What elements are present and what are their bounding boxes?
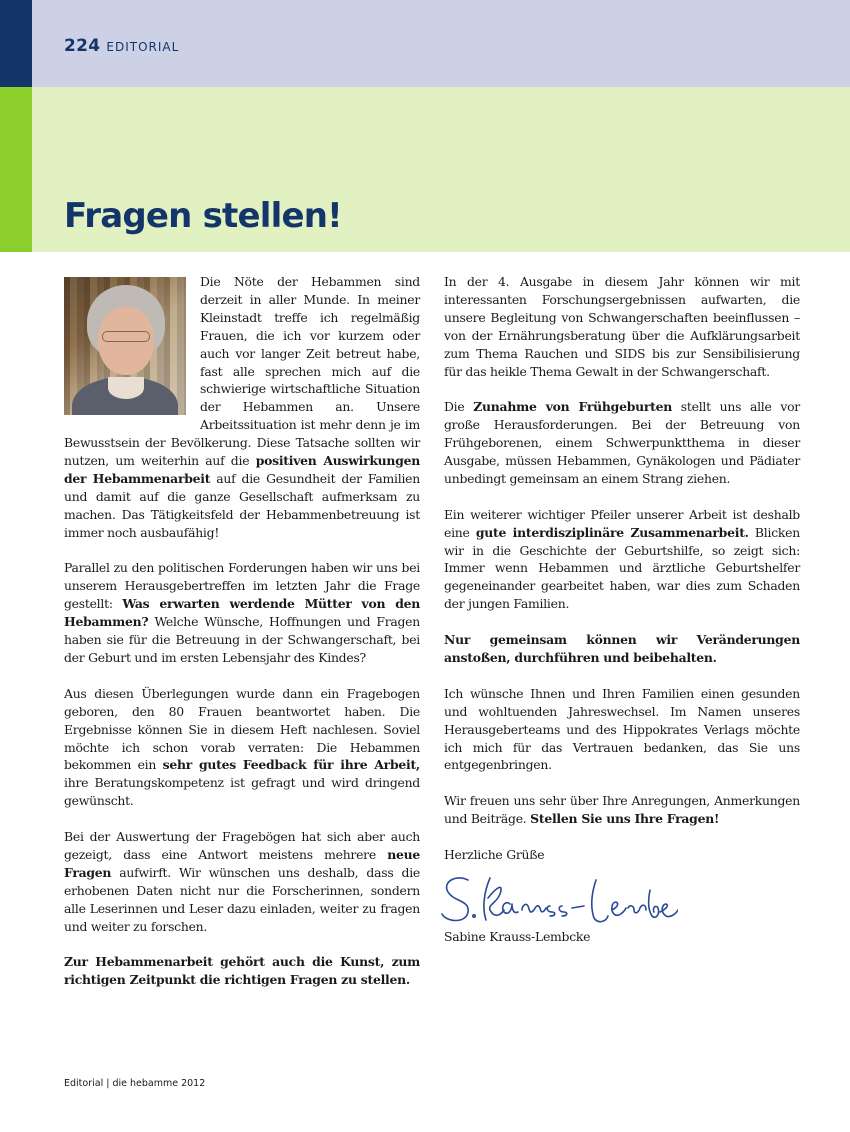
paragraph xyxy=(444,506,800,613)
emphasis: neue Fragen xyxy=(64,846,420,880)
emphasis: gute interdisziplinäre Zusammenarbeit. xyxy=(475,524,749,540)
text: Ein weiterer wichtiger Pfeiler unserer Arbeit ist deshalb eine xyxy=(444,506,800,540)
text: Parallel zu den politischen Forderungen haben wir uns bei unserem Herausgebertreffen im letzten Jahr die Frage gestellt: xyxy=(64,560,420,612)
signer-name: Sabine Krauss-Lembcke xyxy=(444,928,591,944)
text: Blicken wir in die Geschichte der Geburtshilfe, so zeigt sich: Immer wenn Hebammen und ärztliche Geburtshelfer gegeneinander gearbeitet haben, war dies zum Schaden der jungen Familien. xyxy=(444,524,800,612)
emphasis: positiven Auswirkungen der Hebammenarbeit xyxy=(64,453,420,486)
paragraph xyxy=(444,792,800,828)
emphasis: Zunahme von Frühgeburten xyxy=(473,399,673,415)
text: auf die Gesundheit der Familien und damit auf die ganze Gesellschaft aufmerksam zu machen. Das Tätigkeitsfeld der Hebammenbetreuung ist immer noch ausbaufähig! xyxy=(64,470,420,540)
signature xyxy=(438,870,678,928)
emphasis: Was erwarten werdende Mütter von den Hebammen? xyxy=(64,596,420,630)
text: Ich wünsche Ihnen und Ihren Familien einen gesunden und wohltuenden Jahreswechsel. Im Namen unseres Herausgeberteams und des Hippokrates Verlags möchte ich mich für das Vertrauen bedanken, das Sie uns entgegenbringen. xyxy=(444,685,800,773)
text: ihre Beratungskompetenz ist gefragt und wird dringend gewünscht. xyxy=(64,775,420,809)
title-accent-bar xyxy=(0,87,32,252)
emphasis: sehr gutes Feedback für ihre Arbeit, xyxy=(162,757,420,773)
header-accent-bar xyxy=(0,0,32,87)
emphasis: Stellen Sie uns Ihre Fragen! xyxy=(530,811,720,827)
paragraph xyxy=(64,828,420,935)
greeting: Herzliche Grüße xyxy=(444,846,545,862)
emphasis: Nur gemeinsam können wir Veränderungen anstoßen, durchführen und beibehalten. xyxy=(444,632,800,665)
page-number: 224 xyxy=(64,36,101,56)
paragraph xyxy=(64,685,420,810)
photo-glasses xyxy=(102,331,150,342)
paragraph xyxy=(444,685,800,775)
text: Aus diesen Überlegungen wurde dann ein Fragebogen geboren, den 80 Frauen beantwortet haben. Die Ergebnisse können Sie in diesem Heft nachlesen. Soviel möchte ich schon vorab verraten: Die Hebammen bekommen ein xyxy=(64,685,420,773)
page-footer: Editorial | die hebamme 2012 xyxy=(64,1078,206,1089)
page-title: Fragen stellen! xyxy=(64,196,342,236)
paragraph xyxy=(64,953,420,989)
text: In der 4. Ausgabe in diesem Jahr können wir mit interessanten Forschungsergebnissen aufwarten, die unsere Begleitung von Schwangerschaften beeinflussen – von der Ernährungsberatung über die Aufklärungsarbeit zum Thema Rauchen und SIDS bis zur Sensibilisierung für das heikle Thema Gewalt in der Schwangerschaft. xyxy=(444,274,800,379)
text: aufwirft. Wir wünschen uns deshalb, dass die erhobenen Daten nicht nur die Forscherinnen, sondern alle Leserinnen und Leser dazu einladen, weiter zu fragen und weiter zu forschen. xyxy=(64,864,420,934)
paragraph xyxy=(64,559,420,666)
text: Die xyxy=(444,399,474,415)
photo-collar xyxy=(108,377,144,399)
left-column xyxy=(64,273,420,1007)
section-label: EDITORIAL xyxy=(106,40,180,54)
paragraph xyxy=(444,273,800,380)
running-header xyxy=(64,36,179,56)
paragraph xyxy=(444,398,800,488)
text: stellt uns alle vor große Herausforderungen. Bei der Betreuung von Frühgeborenen, einem Schwerpunktthema in dieser Ausgabe, müssen Hebammen, Gynäkologen und Pädiater unbedingt gemeinsam an einem Strang ziehen. xyxy=(444,399,800,486)
text: Die Nöte der Hebammen sind derzeit in aller Munde. In meiner Kleinstadt treffe ich regelmäßig Frauen, die ich vor kurzem oder auch vor langer Zeit betreut habe, fast alle sprechen mich auf die schwierige wirtschaftliche Situation der Hebammen an. Unsere Arbeitssituation ist mehr denn je im Bewusstsein der Bevölkerung. Diese Tatsache sollten wir nutzen, um weiterhin auf die xyxy=(64,274,420,469)
paragraph xyxy=(444,631,800,667)
text: Welche Wünsche, Hoffnungen und Fragen haben sie für die Betreuung in der Schwangerschaft, bei der Geburt und im ersten Lebensjahr des Kindes? xyxy=(64,614,420,666)
text: Wir freuen uns sehr über Ihre Anregungen, Anmerkungen und Beiträge. xyxy=(444,793,800,827)
right-column xyxy=(444,273,800,964)
author-photo xyxy=(64,277,186,415)
text: Bei der Auswertung der Fragebögen hat sich aber auch gezeigt, dass eine Antwort meistens mehrere xyxy=(64,829,420,862)
emphasis: Zur Hebammenarbeit gehört auch die Kunst, zum richtigen Zeitpunkt die richtigen Fragen zu stellen. xyxy=(64,954,420,988)
paragraph xyxy=(64,273,420,542)
